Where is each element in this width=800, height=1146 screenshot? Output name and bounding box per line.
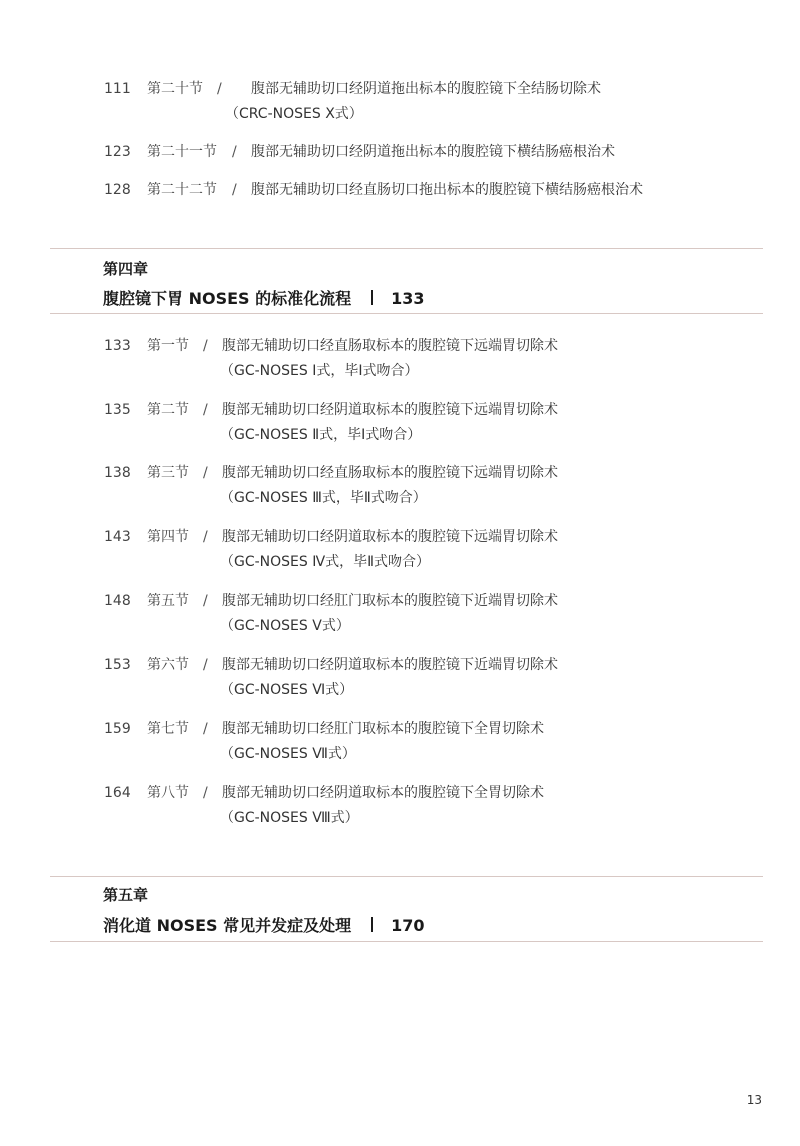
chapter-label: 第五章: [103, 886, 149, 904]
entry-subtitle: （GC-NOSES Ⅴ式）: [220, 618, 350, 634]
entry-title: 腹部无辅助切口经阴道取标本的腹腔镜下全胃切除术: [222, 785, 544, 801]
entry-slash: /: [203, 465, 208, 481]
divider: [50, 313, 763, 314]
entry-section: 第二十节: [147, 81, 203, 97]
entry-page: 148: [104, 593, 131, 609]
entry-subtitle: （GC-NOSES Ⅳ式，毕Ⅱ式吻合）: [220, 554, 431, 570]
entry-section: 第二十二节: [147, 182, 217, 198]
entry-slash: /: [203, 785, 208, 801]
entry-slash: /: [203, 593, 208, 609]
divider: [50, 876, 763, 877]
entry-section: 第三节: [147, 465, 189, 481]
entry-title: 腹部无辅助切口经阴道取标本的腹腔镜下近端胃切除术: [222, 657, 558, 673]
entry-section: 第二节: [147, 402, 189, 418]
chapter-heading: [103, 913, 425, 936]
chapter-page: 133: [391, 289, 425, 308]
page-number: 13: [746, 1093, 762, 1107]
separator-bar: [371, 290, 373, 305]
entry-page: 111: [104, 81, 131, 97]
entry-slash: /: [232, 182, 237, 198]
entry-section: 第二十一节: [147, 144, 217, 160]
entry-page: 143: [104, 529, 131, 545]
entry-title: 腹部无辅助切口经阴道拖出标本的腹腔镜下全结肠切除术: [251, 81, 601, 97]
entry-slash: /: [217, 81, 222, 97]
chapter-label: 第四章: [103, 260, 149, 278]
entry-subtitle: （GC-NOSES Ⅶ式）: [220, 746, 356, 762]
entry-section: 第一节: [147, 338, 189, 354]
entry-slash: /: [203, 657, 208, 673]
entry-page: 164: [104, 785, 131, 801]
entry-page: 138: [104, 465, 131, 481]
chapter-page: 170: [391, 916, 425, 935]
entry-slash: /: [203, 338, 208, 354]
entry-slash: /: [203, 721, 208, 737]
entry-section: 第七节: [147, 721, 189, 737]
entry-title: 腹部无辅助切口经阴道取标本的腹腔镜下远端胃切除术: [222, 402, 558, 418]
entry-page: 153: [104, 657, 131, 673]
entry-title: 腹部无辅助切口经肛门取标本的腹腔镜下全胃切除术: [222, 721, 544, 737]
chapter-heading: [103, 286, 425, 309]
entry-subtitle: （CRC-NOSES Ⅹ式）: [225, 106, 363, 122]
entry-page: 123: [104, 144, 131, 160]
entry-subtitle: （GC-NOSES Ⅲ式，毕Ⅱ式吻合）: [220, 490, 427, 506]
entry-subtitle: （GC-NOSES Ⅱ式，毕Ⅰ式吻合）: [220, 427, 422, 443]
chapter-title: 腹腔镜下胃 NOSES 的标准化流程: [103, 289, 352, 308]
divider: [50, 248, 763, 249]
entry-subtitle: （GC-NOSES Ⅰ式，毕Ⅰ式吻合）: [220, 363, 419, 379]
entry-title: 腹部无辅助切口经直肠取标本的腹腔镜下远端胃切除术: [222, 465, 558, 481]
entry-section: 第六节: [147, 657, 189, 673]
separator-bar: [371, 917, 373, 932]
entry-title: 腹部无辅助切口经直肠取标本的腹腔镜下远端胃切除术: [222, 338, 558, 354]
entry-slash: /: [232, 144, 237, 160]
chapter-title: 消化道 NOSES 常见并发症及处理: [103, 916, 352, 935]
entry-page: 159: [104, 721, 131, 737]
entry-slash: /: [203, 529, 208, 545]
entry-slash: /: [203, 402, 208, 418]
entry-page: 128: [104, 182, 131, 198]
divider: [50, 941, 763, 942]
entry-title: 腹部无辅助切口经肛门取标本的腹腔镜下近端胃切除术: [222, 593, 558, 609]
entry-title: 腹部无辅助切口经阴道取标本的腹腔镜下远端胃切除术: [222, 529, 558, 545]
entry-subtitle: （GC-NOSES Ⅷ式）: [220, 810, 359, 826]
entry-section: 第五节: [147, 593, 189, 609]
entry-page: 133: [104, 338, 131, 354]
entry-page: 135: [104, 402, 131, 418]
entry-title: 腹部无辅助切口经直肠切口拖出标本的腹腔镜下横结肠癌根治术: [251, 182, 643, 198]
entry-section: 第八节: [147, 785, 189, 801]
entry-title: 腹部无辅助切口经阴道拖出标本的腹腔镜下横结肠癌根治术: [251, 144, 615, 160]
entry-section: 第四节: [147, 529, 189, 545]
entry-subtitle: （GC-NOSES Ⅵ式）: [220, 682, 354, 698]
